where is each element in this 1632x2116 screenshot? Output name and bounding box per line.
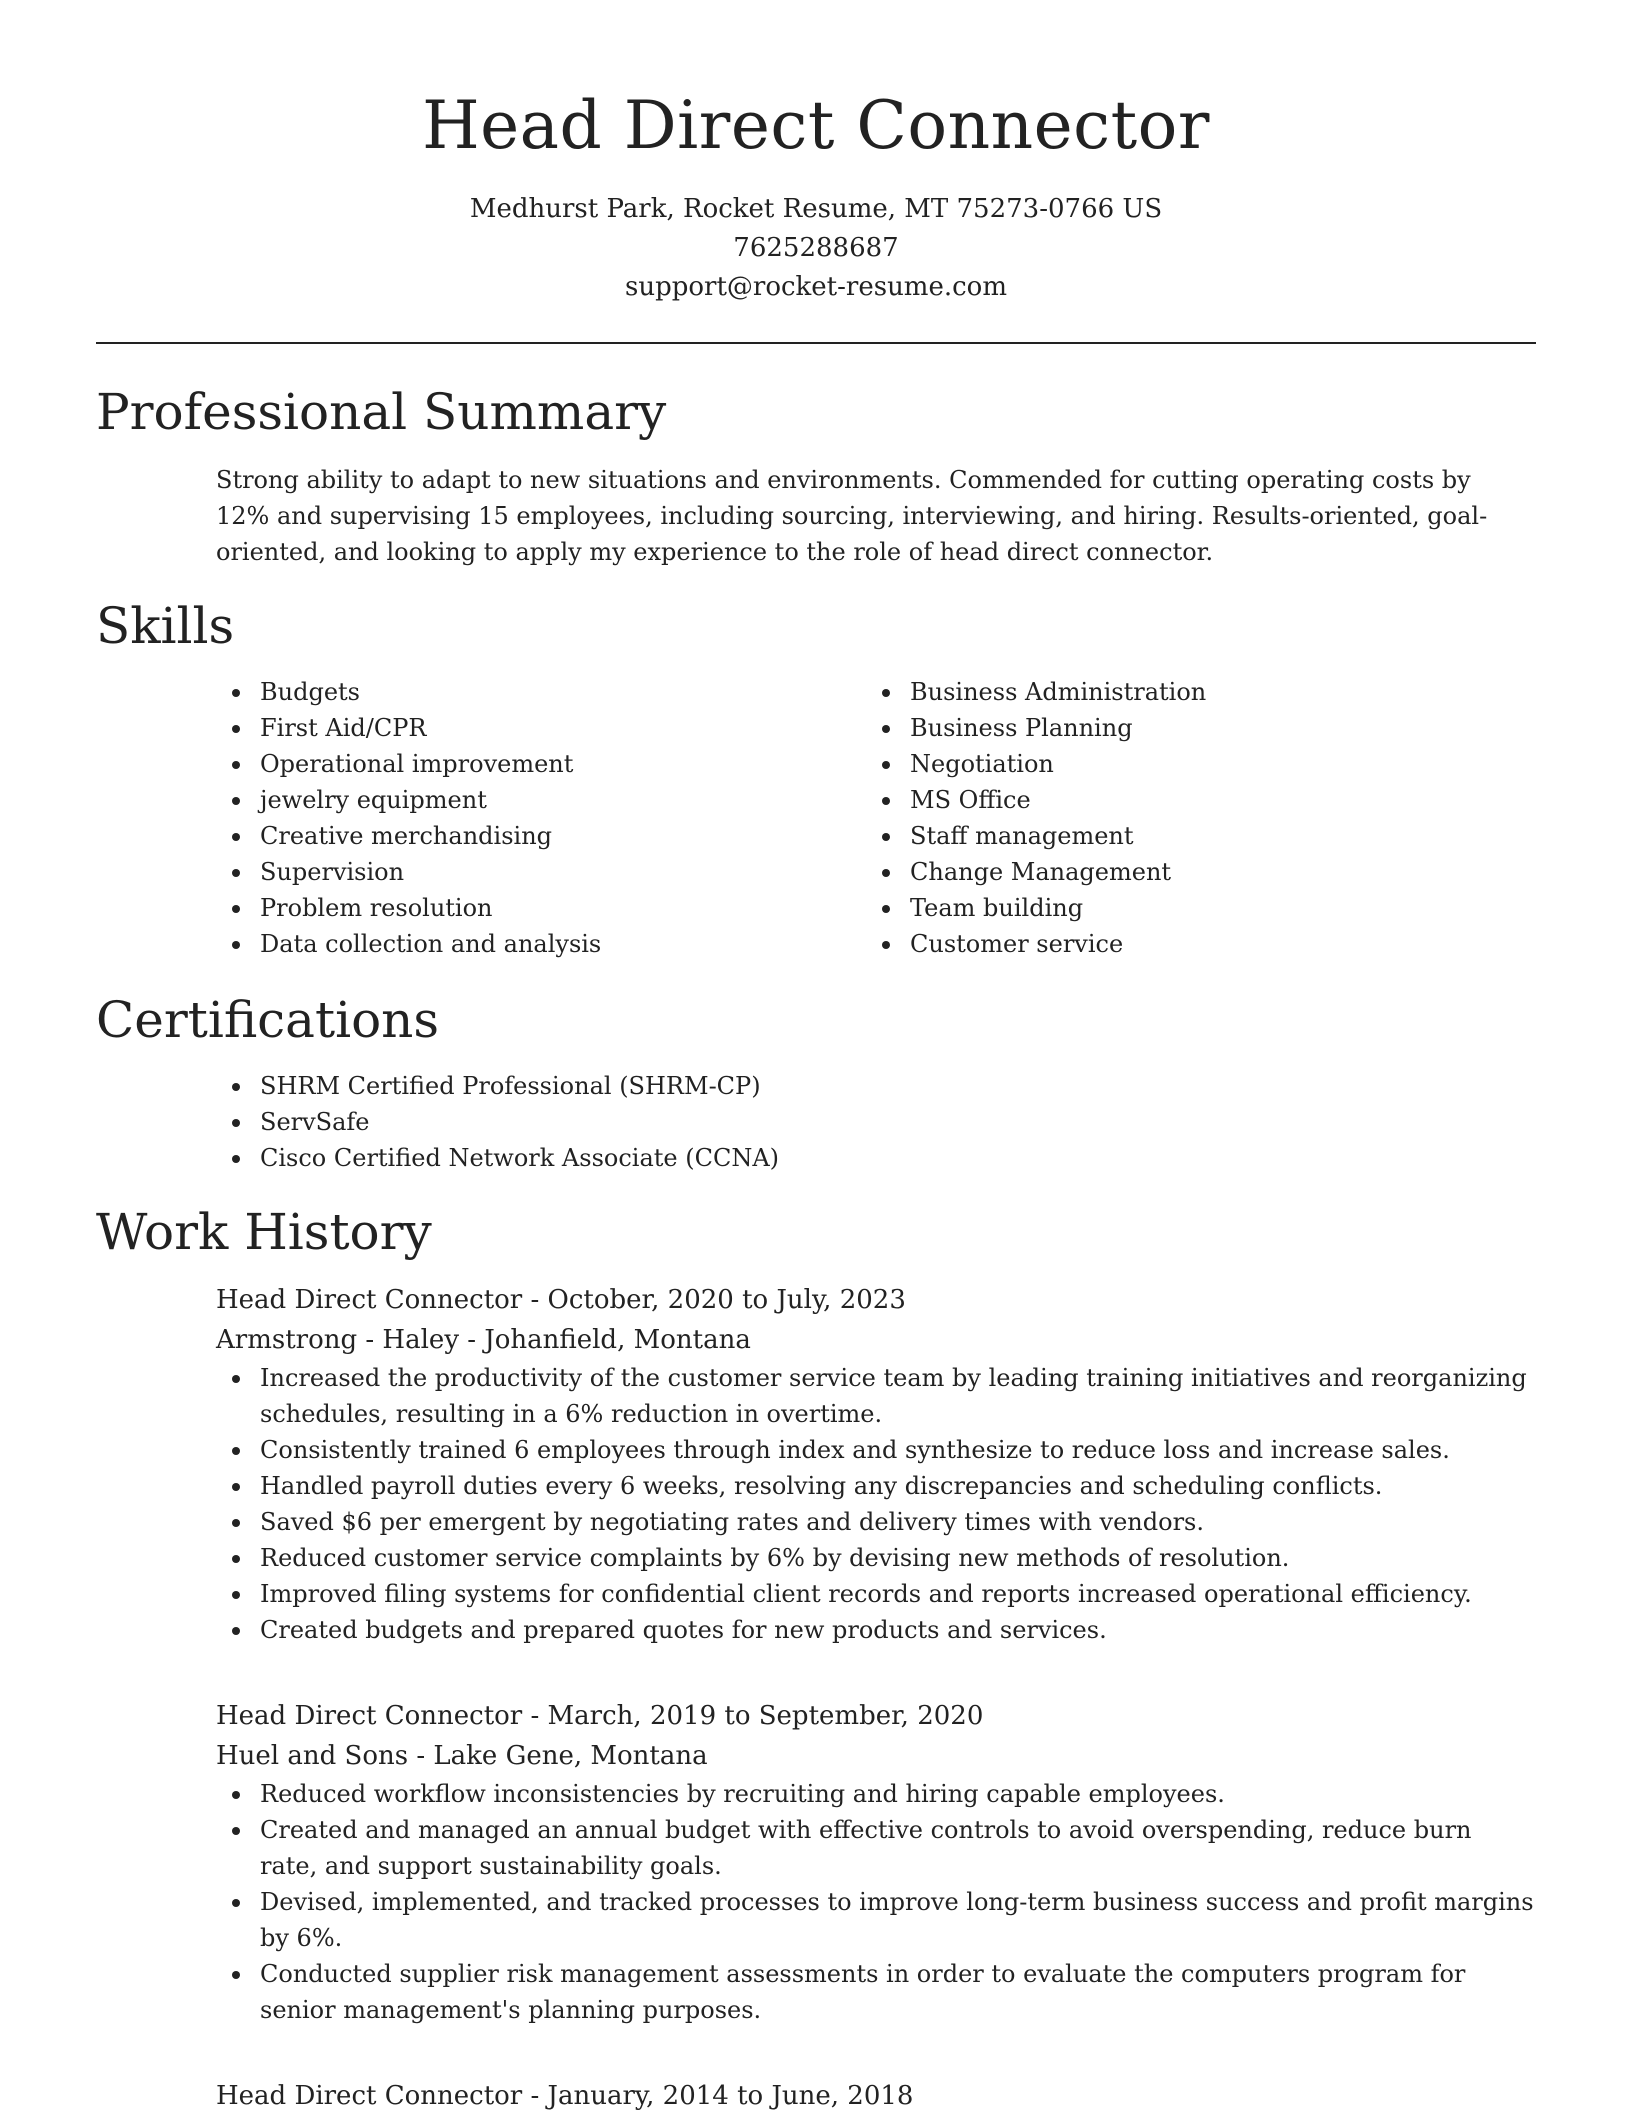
- job-title-line: Head Direct Connector - January, 2014 to June, 2018: [216, 2081, 914, 2111]
- candidate-name: Head Direct Connector: [422, 87, 1210, 164]
- list-item: Improved filing systems for confidential client records and reports increased operational efficiency.: [260, 1576, 1536, 1612]
- list-item: Saved $6 per emergent by negotiating rates and delivery times with vendors.: [260, 1504, 1536, 1540]
- list-item: Created budgets and prepared quotes for new products and services.: [260, 1612, 1536, 1648]
- list-item: Cisco Certified Network Associate (CCNA): [260, 1140, 1560, 1176]
- job-bullets: [216, 1776, 1536, 2028]
- list-item: ServSafe: [260, 1104, 1560, 1140]
- list-item: Negotiation: [910, 746, 1550, 782]
- job-entry: [216, 2076, 1536, 2116]
- skills-list-left: [216, 674, 900, 962]
- job-bullets: [216, 1360, 1536, 1648]
- summary-text: Strong ability to adapt to new situations and environments. Commended for cutting operating costs by 12% and supervising 15 employees, including sourcing, interviewing, and hiring. Results-oriented, goal-oriented, and looking to apply my experience to the role of head direct connector.: [216, 466, 1488, 566]
- list-item: Increased the productivity of the customer service team by leading training initiatives and reorganizing schedules, resulting in a 6% reduction in overtime.: [260, 1360, 1536, 1432]
- section-title-certifications: Certifications: [96, 991, 440, 1049]
- list-item: jewelry equipment: [260, 782, 900, 818]
- contact-block: [96, 190, 1536, 307]
- list-item: Change Management: [910, 854, 1550, 890]
- job-company-line: Huel and Sons - Lake Gene, Montana: [216, 1741, 708, 1771]
- list-item: SHRM Certified Professional (SHRM-CP): [260, 1068, 1560, 1104]
- certifications-list: [216, 1068, 1560, 1176]
- header-divider: [96, 342, 1536, 344]
- job-title-line: Head Direct Connector - March, 2019 to September, 2020: [216, 1701, 984, 1731]
- list-item: Created and managed an annual budget with effective controls to avoid overspending, reduce burn rate, and support sustainability goals.: [260, 1812, 1536, 1884]
- list-item: Problem resolution: [260, 890, 900, 926]
- list-item: Business Planning: [910, 710, 1550, 746]
- job-company-line: Armstrong - Haley - Johanfield, Montana: [216, 1325, 751, 1355]
- job-entry: [216, 1280, 1536, 1648]
- list-item: Data collection and analysis: [260, 926, 900, 962]
- list-item: Reduced workflow inconsistencies by recruiting and hiring capable employees.: [260, 1776, 1536, 1812]
- skills-list-right: [866, 674, 1550, 962]
- list-item: Devised, implemented, and tracked processes to improve long-term business success and profit margins by 6%.: [260, 1884, 1536, 1956]
- list-item: Supervision: [260, 854, 900, 890]
- list-item: First Aid/CPR: [260, 710, 900, 746]
- list-item: Customer service: [910, 926, 1550, 962]
- list-item: Conducted supplier risk management assessments in order to evaluate the computers program for senior management's planning purposes.: [260, 1956, 1536, 2028]
- list-item: Reduced customer service complaints by 6% by devising new methods of resolution.: [260, 1540, 1536, 1576]
- contact-phone: 7625288687: [733, 233, 899, 263]
- section-title-summary: Professional Summary: [96, 383, 667, 441]
- job-entry: [216, 1696, 1536, 2028]
- list-item: Consistently trained 6 employees through index and synthesize to reduce loss and increase sales.: [260, 1432, 1536, 1468]
- list-item: Business Administration: [910, 674, 1550, 710]
- list-item: Handled payroll duties every 6 weeks, resolving any discrepancies and scheduling conflicts.: [260, 1468, 1536, 1504]
- list-item: Team building: [910, 890, 1550, 926]
- section-title-work-history: Work History: [96, 1203, 432, 1261]
- job-title-line: Head Direct Connector - October, 2020 to July, 2023: [216, 1285, 906, 1315]
- contact-email: support@rocket-resume.com: [624, 272, 1007, 302]
- list-item: MS Office: [910, 782, 1550, 818]
- list-item: Operational improvement: [260, 746, 900, 782]
- list-item: Creative merchandising: [260, 818, 900, 854]
- section-title-skills: Skills: [96, 597, 235, 655]
- list-item: Budgets: [260, 674, 900, 710]
- contact-address: Medhurst Park, Rocket Resume, MT 75273-0766 US: [469, 194, 1163, 224]
- list-item: Staff management: [910, 818, 1550, 854]
